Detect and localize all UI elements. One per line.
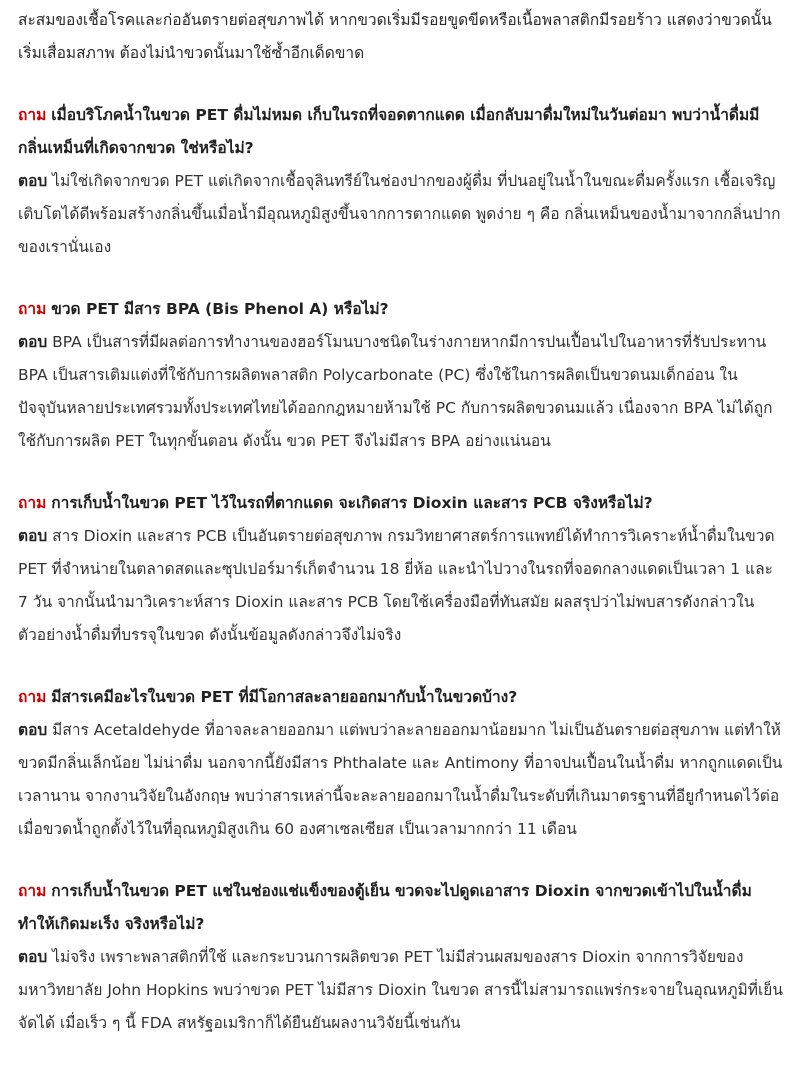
question-text: ขวด PET มีสาร BPA (Bis Phenol A) หรือไม่? [51,300,389,318]
question-text: การเก็บน้ำในขวด PET แช่ในช่องแช่แข็งของตู้เย็น ขวดจะไปดูดเอาสาร Dioxin จากขวดเข้าไปในน้ำดื่มทำให้เกิดมะเร็ง จริงหรือไม่? [18,882,752,933]
answer-text: ไม่จริง เพราะพลาสติกที่ใช้ และกระบวนการผลิตขวด PET ไม่มีส่วนผสมของสาร Dioxin จากการวิจัยของมหาวิทยาลัย John Hopkins พบว่าขวด PET ไม่มีสาร Dioxin ในขวด สารนี้ไม่สามารถแพร่กระจายในอุณหภูมิที่เย็นจัดได้ เมื่อเร็ว ๆ นี้ FDA สหรัฐอเมริกาก็ได้ยืนยันผลงานวิจัยนี้เช่นกัน [18,948,783,1032]
question-text: การเก็บน้ำในขวด PET ไว้ในรถที่ตากแดด จะเกิดสาร Dioxin และสาร PCB จริงหรือไม่? [51,494,653,512]
answer-label: ตอบ [18,333,48,351]
faq-answer [18,520,784,652]
faq-answer [18,941,784,1040]
answer-text: BPA เป็นสารที่มีผลต่อการทำงานของฮอร์โมนบางชนิดในร่างกายหากมีการปนเปื้อนไปในอาหารที่รับประทาน BPA เป็นสารเติมแต่งที่ใช้กับการผลิตพลาสติก Polycarbonate (PC) ซึ่งใช้ในการผลิตเป็นขวดนมเด็กอ่อน ในปัจจุบันหลายประเทศรวมทั้งประเทศไทยได้ออกกฎหมายห้ามใช้ PC กับการผลิตขวดนมแล้ว เนื่องจาก BPA ไม่ได้ถูกใช้กับการผลิต PET ในทุกขั้นตอน ดังนั้น ขวด PET จึงไม่มีสาร BPA อย่างแน่นอน [18,333,773,450]
faq-question [18,99,784,165]
answer-label: ตอบ [18,948,48,966]
question-label: ถาม [18,688,47,706]
faq-answer [18,326,784,458]
answer-label: ตอบ [18,527,48,545]
faq-item-2 [18,293,784,458]
faq-item-3 [18,487,784,652]
faq-item-4 [18,681,784,846]
question-label: ถาม [18,106,47,124]
question-text: มีสารเคมีอะไรในขวด PET ที่มีโอกาสละลายออกมากับน้ำในขวดบ้าง? [51,688,518,706]
faq-question [18,875,784,941]
faq-item-1 [18,99,784,264]
faq-answer [18,165,784,264]
question-label: ถาม [18,300,47,318]
answer-label: ตอบ [18,172,48,190]
question-label: ถาม [18,494,47,512]
faq-item-5 [18,875,784,1040]
answer-text: สาร Dioxin และสาร PCB เป็นอันตรายต่อสุขภาพ กรมวิทยาศาสตร์การแพทย์ได้ทำการวิเคราะห์น้ำดื่มในขวด PET ที่จำหน่ายในตลาดสดและซุปเปอร์มาร์เก็ตจำนวน 18 ยี่ห้อ และนำไปวางในรถที่จอดกลางแดดเป็นเวลา 1 และ 7 วัน จากนั้นนำมาวิเคราะห์สาร Dioxin และสาร PCB โดยใช้เครื่องมือที่ทันสมัย ผลสรุปว่าไม่พบสารดังกล่าวในตัวอย่างน้ำดื่มที่บรรจุในขวด ดังนั้นข้อมูลดังกล่าวจึงไม่จริง [18,527,775,644]
intro-paragraph [18,4,784,70]
question-label: ถาม [18,882,47,900]
question-text: เมื่อบริโภคน้ำในขวด PET ดื่มไม่หมด เก็บในรถที่จอดตากแดด เมื่อกลับมาดื่มใหม่ในวันต่อมา พบว่าน้ำดื่มมีกลิ่นเหม็นที่เกิดจากขวด ใช่หรือไม่? [18,106,760,157]
intro-text: สะสมของเชื้อโรคและก่ออันตรายต่อสุขภาพได้ หากขวดเริ่มมีรอยขูดขีดหรือเนื้อพลาสติกมีรอยร้าว แสดงว่าขวดนั้นเริ่มเสื่อมสภาพ ต้องไม่นำขวดนั้นมาใช้ซ้ำอีกเด็ดขาด [18,11,772,62]
faq-question [18,293,784,326]
answer-label: ตอบ [18,721,48,739]
faq-question [18,681,784,714]
answer-text: มีสาร Acetaldehyde ที่อาจละลายออกมา แต่พบว่าละลายออกมาน้อยมาก ไม่เป็นอันตรายต่อสุขภาพ แต่ทำให้ขวดมีกลิ่นเล็กน้อย ไม่น่าดื่ม นอกจากนี้ยังมีสาร Phthalate และ Antimony ที่อาจปนเปื้อนในน้ำดื่ม หากถูกแดดเป็นเวลานาน จากงานวิจัยในอังกฤษ พบว่าสารเหล่านี้จะละลายออกมาในน้ำดื่มในระดับที่เกินมาตรฐานที่อียูกำหนดไว้ต่อเมื่อขวดน้ำถูกตั้งไว้ในที่อุณหภูมิสูงเกิน 60 องศาเซลเซียส เป็นเวลามากกว่า 11 เดือน [18,721,783,838]
faq-question [18,487,784,520]
answer-text: ไม่ใช่เกิดจากขวด PET แต่เกิดจากเชื้อจุลินทรีย์ในช่องปากของผู้ดื่ม ที่ปนอยู่ในน้ำในขณะดื่มครั้งแรก เชื้อเจริญเติบโตได้ดีพร้อมสร้างกลิ่นขึ้นเมื่อน้ำมีอุณหภูมิสูงขึ้นจากการตากแดด พูดง่าย ๆ คือ กลิ่นเหม็นของน้ำมาจากกลิ่นปากของเรานั่นเอง [18,172,781,256]
faq-answer [18,714,784,846]
